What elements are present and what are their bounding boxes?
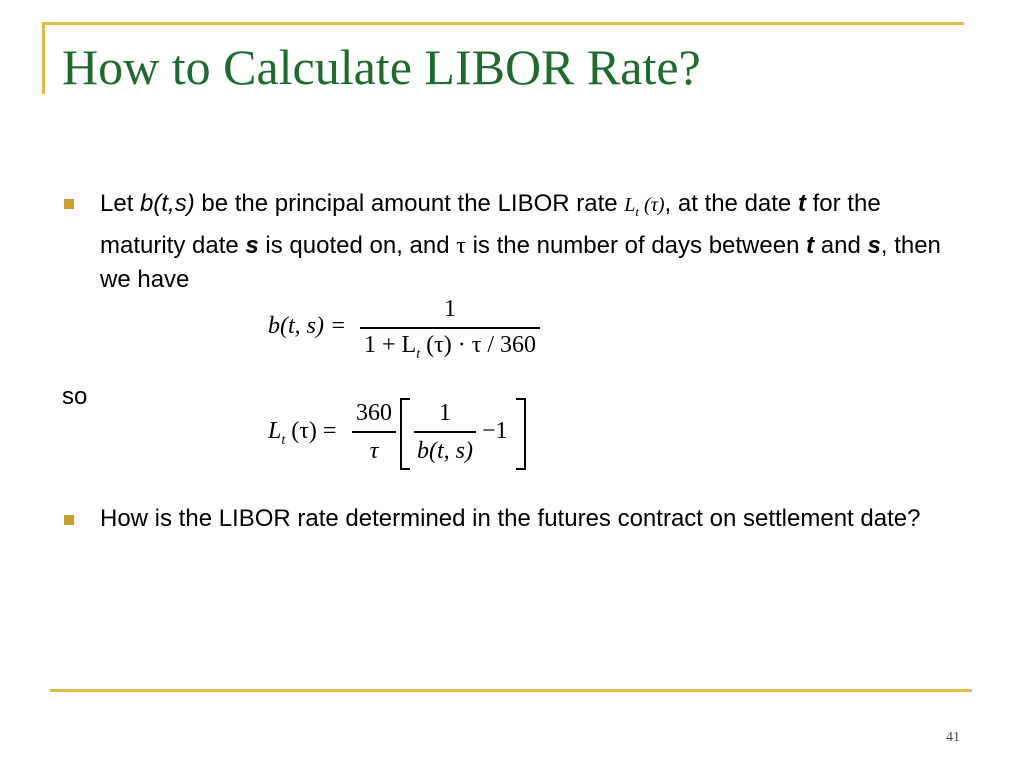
eq1-den-sub: t — [416, 346, 421, 362]
eq1-den-part: 1 + L — [363, 332, 417, 358]
text-part: be the principal amount the LIBOR rate — [194, 190, 625, 217]
eq2-lhs-rest: (τ) = — [285, 418, 337, 444]
equation-b — [268, 296, 558, 366]
eq2-fraction-bar — [352, 431, 396, 433]
text-part: , at the date — [664, 190, 798, 217]
text-s: s — [245, 232, 259, 259]
bullet-marker — [64, 515, 74, 525]
text-part: is the number of days between — [465, 232, 807, 259]
text-t2: t — [806, 232, 815, 259]
eq2-inner-num: 1 — [439, 400, 451, 426]
bullet-text-2: How is the LIBOR rate determined in the futures contract on settlement date? — [100, 505, 921, 532]
text-s2: s — [867, 232, 881, 259]
text-part: , then we have — [100, 232, 941, 293]
text-bts: b(t,s) — [140, 190, 195, 217]
connector-so: so — [62, 383, 88, 410]
eq1-numerator: 1 — [444, 296, 456, 322]
eq1-fraction-bar — [360, 327, 540, 329]
eq1-denominator — [360, 332, 540, 363]
text-let: Let — [100, 190, 141, 217]
frame-top-line — [42, 22, 964, 25]
text-t: t — [797, 190, 806, 217]
eq1-den-rest: (τ) · τ / 360 — [420, 332, 537, 358]
eq2-lhs — [268, 418, 336, 449]
eq2-num-360: 360 — [356, 400, 392, 426]
bullet-marker — [64, 199, 74, 209]
eq2-den-tau: τ — [369, 438, 379, 464]
frame-bottom-line — [50, 689, 972, 692]
text-and: and — [814, 232, 868, 259]
frame-left-line — [42, 22, 45, 94]
eq2-inner-den: b(t, s) — [417, 438, 473, 464]
math-sub-t: t — [635, 204, 640, 219]
eq2-right-bracket — [516, 398, 526, 470]
text-part: is quoted on, and — [258, 232, 457, 259]
eq2-minus-one: −1 — [482, 418, 508, 444]
eq1-lhs: b(t, s) = — [268, 313, 347, 339]
eq2-lhs-L: L — [268, 418, 282, 444]
eq2-inner-bar — [414, 431, 476, 433]
text-tau: τ — [456, 233, 466, 259]
inline-math-libor — [624, 194, 665, 219]
math-tau-arg: (τ) — [639, 194, 665, 216]
eq2-lhs-sub: t — [281, 432, 286, 448]
slide-title: How to Calculate LIBOR Rate? — [62, 39, 701, 95]
page-number: 41 — [946, 730, 960, 745]
math-L: L — [624, 194, 636, 216]
equation-L — [268, 398, 538, 470]
bullet-text-1 — [100, 187, 960, 297]
text-part: for the maturity date — [100, 190, 881, 259]
